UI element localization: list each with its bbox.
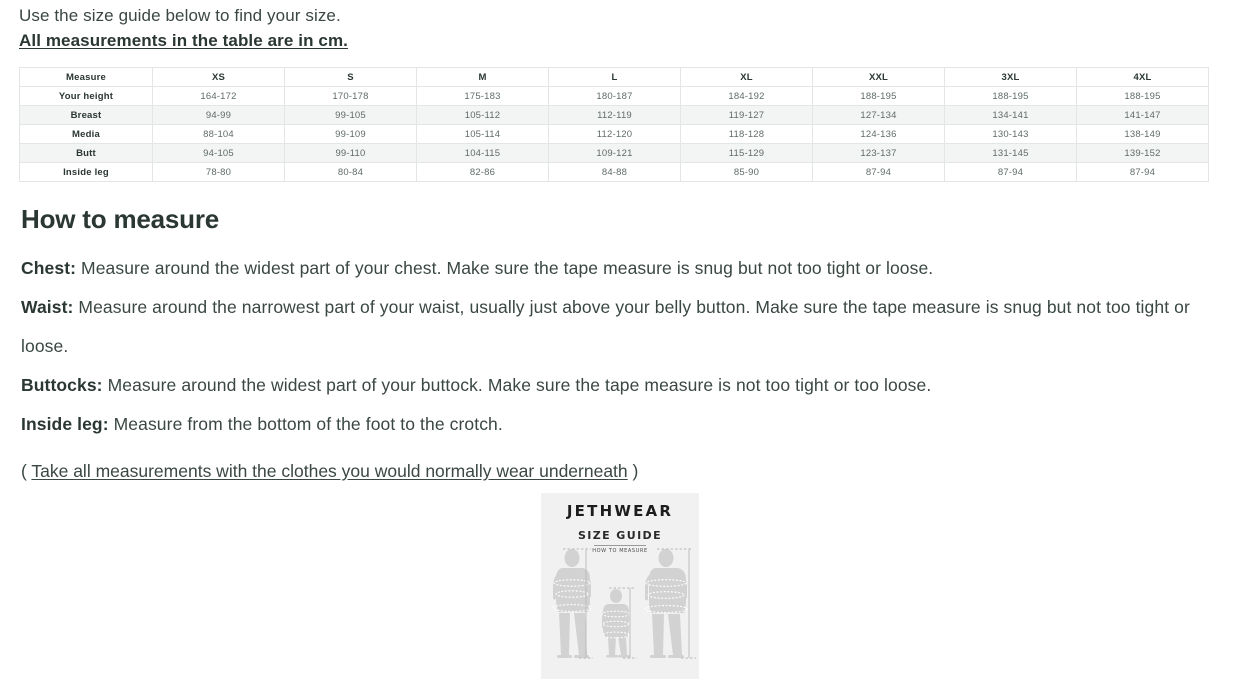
table-cell: 127-134	[813, 106, 945, 125]
column-header-s: S	[285, 68, 417, 87]
row-label: Butt	[20, 144, 153, 163]
measure-item-chest	[21, 249, 1236, 288]
row-label: Media	[20, 125, 153, 144]
table-cell: 112-120	[549, 125, 681, 144]
table-row	[20, 144, 1209, 163]
row-label: Inside leg	[20, 163, 153, 182]
table-cell: 124-136	[813, 125, 945, 144]
intro-line-2: All measurements in the table are in cm.	[19, 31, 349, 50]
measure-item-inside-leg	[21, 405, 1236, 444]
measurement-note	[21, 458, 1255, 484]
column-header-xxl: XXL	[813, 68, 945, 87]
table-cell: 87-94	[945, 163, 1077, 182]
column-header-m: M	[417, 68, 549, 87]
table-cell: 109-121	[549, 144, 681, 163]
measure-item-waist	[21, 288, 1236, 366]
table-row	[20, 87, 1209, 106]
table-cell: 88-104	[153, 125, 285, 144]
figure-child-center	[602, 589, 630, 658]
table-cell: 180-187	[549, 87, 681, 106]
measure-instructions	[21, 249, 1236, 444]
table-cell: 115-129	[681, 144, 813, 163]
table-cell: 105-112	[417, 106, 549, 125]
table-cell: 78-80	[153, 163, 285, 182]
row-label: Breast	[20, 106, 153, 125]
table-row	[20, 106, 1209, 125]
table-cell: 131-145	[945, 144, 1077, 163]
measure-label-buttocks: Buttocks:	[21, 375, 103, 395]
table-cell: 84-88	[549, 163, 681, 182]
table-cell: 164-172	[153, 87, 285, 106]
table-cell: 139-152	[1077, 144, 1209, 163]
table-cell: 130-143	[945, 125, 1077, 144]
row-label: Your height	[20, 87, 153, 106]
column-header-xs: XS	[153, 68, 285, 87]
table-cell: 188-195	[813, 87, 945, 106]
measure-label-chest: Chest:	[21, 258, 77, 278]
size-table-wrapper	[19, 67, 1209, 182]
measure-text-buttocks: Measure around the widest part of your buttock. Make sure the tape measure is not too tight or too loose.	[102, 375, 932, 395]
column-header-l: L	[549, 68, 681, 87]
intro-block	[0, 0, 1255, 53]
table-header-row	[20, 68, 1209, 87]
note-open-paren: (	[21, 461, 32, 481]
table-row	[20, 125, 1209, 144]
figure-adult-right	[645, 549, 687, 658]
table-cell: 112-119	[549, 106, 681, 125]
table-row	[20, 163, 1209, 182]
table-cell: 94-105	[153, 144, 285, 163]
measure-item-buttocks	[21, 366, 1236, 405]
table-cell: 141-147	[1077, 106, 1209, 125]
illustration-divider	[594, 545, 646, 546]
table-cell: 170-178	[285, 87, 417, 106]
table-cell: 118-128	[681, 125, 813, 144]
intro-line-1: Use the size guide below to find your size.	[19, 6, 341, 25]
table-cell: 105-114	[417, 125, 549, 144]
table-cell: 82-86	[417, 163, 549, 182]
table-cell: 188-195	[945, 87, 1077, 106]
illustration-brand-name: JETHWEAR	[566, 502, 674, 520]
column-header-measure: Measure	[20, 68, 153, 87]
note-close-paren: )	[627, 461, 639, 481]
size-table	[19, 67, 1209, 182]
size-table-body	[20, 87, 1209, 182]
column-header-xl: XL	[681, 68, 813, 87]
table-cell: 184-192	[681, 87, 813, 106]
table-cell: 99-105	[285, 106, 417, 125]
table-cell: 87-94	[1077, 163, 1209, 182]
measure-text-inside-leg: Measure from the bottom of the foot to the crotch.	[108, 414, 503, 434]
table-cell: 104-115	[417, 144, 549, 163]
table-cell: 134-141	[945, 106, 1077, 125]
illustration-title: SIZE GUIDE	[577, 529, 663, 542]
measure-label-inside-leg: Inside leg:	[21, 414, 109, 434]
table-cell: 138-149	[1077, 125, 1209, 144]
table-cell: 123-137	[813, 144, 945, 163]
table-cell: 188-195	[1077, 87, 1209, 106]
how-to-measure-title: How to measure	[21, 204, 220, 234]
table-cell: 119-127	[681, 106, 813, 125]
measure-text-waist: Measure around the narrowest part of your waist, usually just above your belly button. Make sure the tape measure is snug but not too tight or loose.	[21, 297, 1190, 356]
measure-text-chest: Measure around the widest part of your chest. Make sure the tape measure is snug but not too tight or loose.	[76, 258, 934, 278]
figure-adult-left	[553, 549, 591, 658]
table-cell: 99-110	[285, 144, 417, 163]
size-guide-illustration	[541, 493, 699, 679]
table-cell: 99-109	[285, 125, 417, 144]
note-text: Take all measurements with the clothes you would normally wear underneath	[31, 461, 628, 481]
table-cell: 85-90	[681, 163, 813, 182]
size-table-head	[20, 68, 1209, 87]
table-cell: 80-84	[285, 163, 417, 182]
table-cell: 94-99	[153, 106, 285, 125]
table-cell: 87-94	[813, 163, 945, 182]
column-header-4xl: 4XL	[1077, 68, 1209, 87]
column-header-3xl: 3XL	[945, 68, 1077, 87]
table-cell: 175-183	[417, 87, 549, 106]
measurement-figures-illustration	[541, 547, 699, 679]
illustration-subtitle: HOW TO MEASURE	[592, 548, 648, 554]
measure-label-waist: Waist:	[21, 297, 74, 317]
